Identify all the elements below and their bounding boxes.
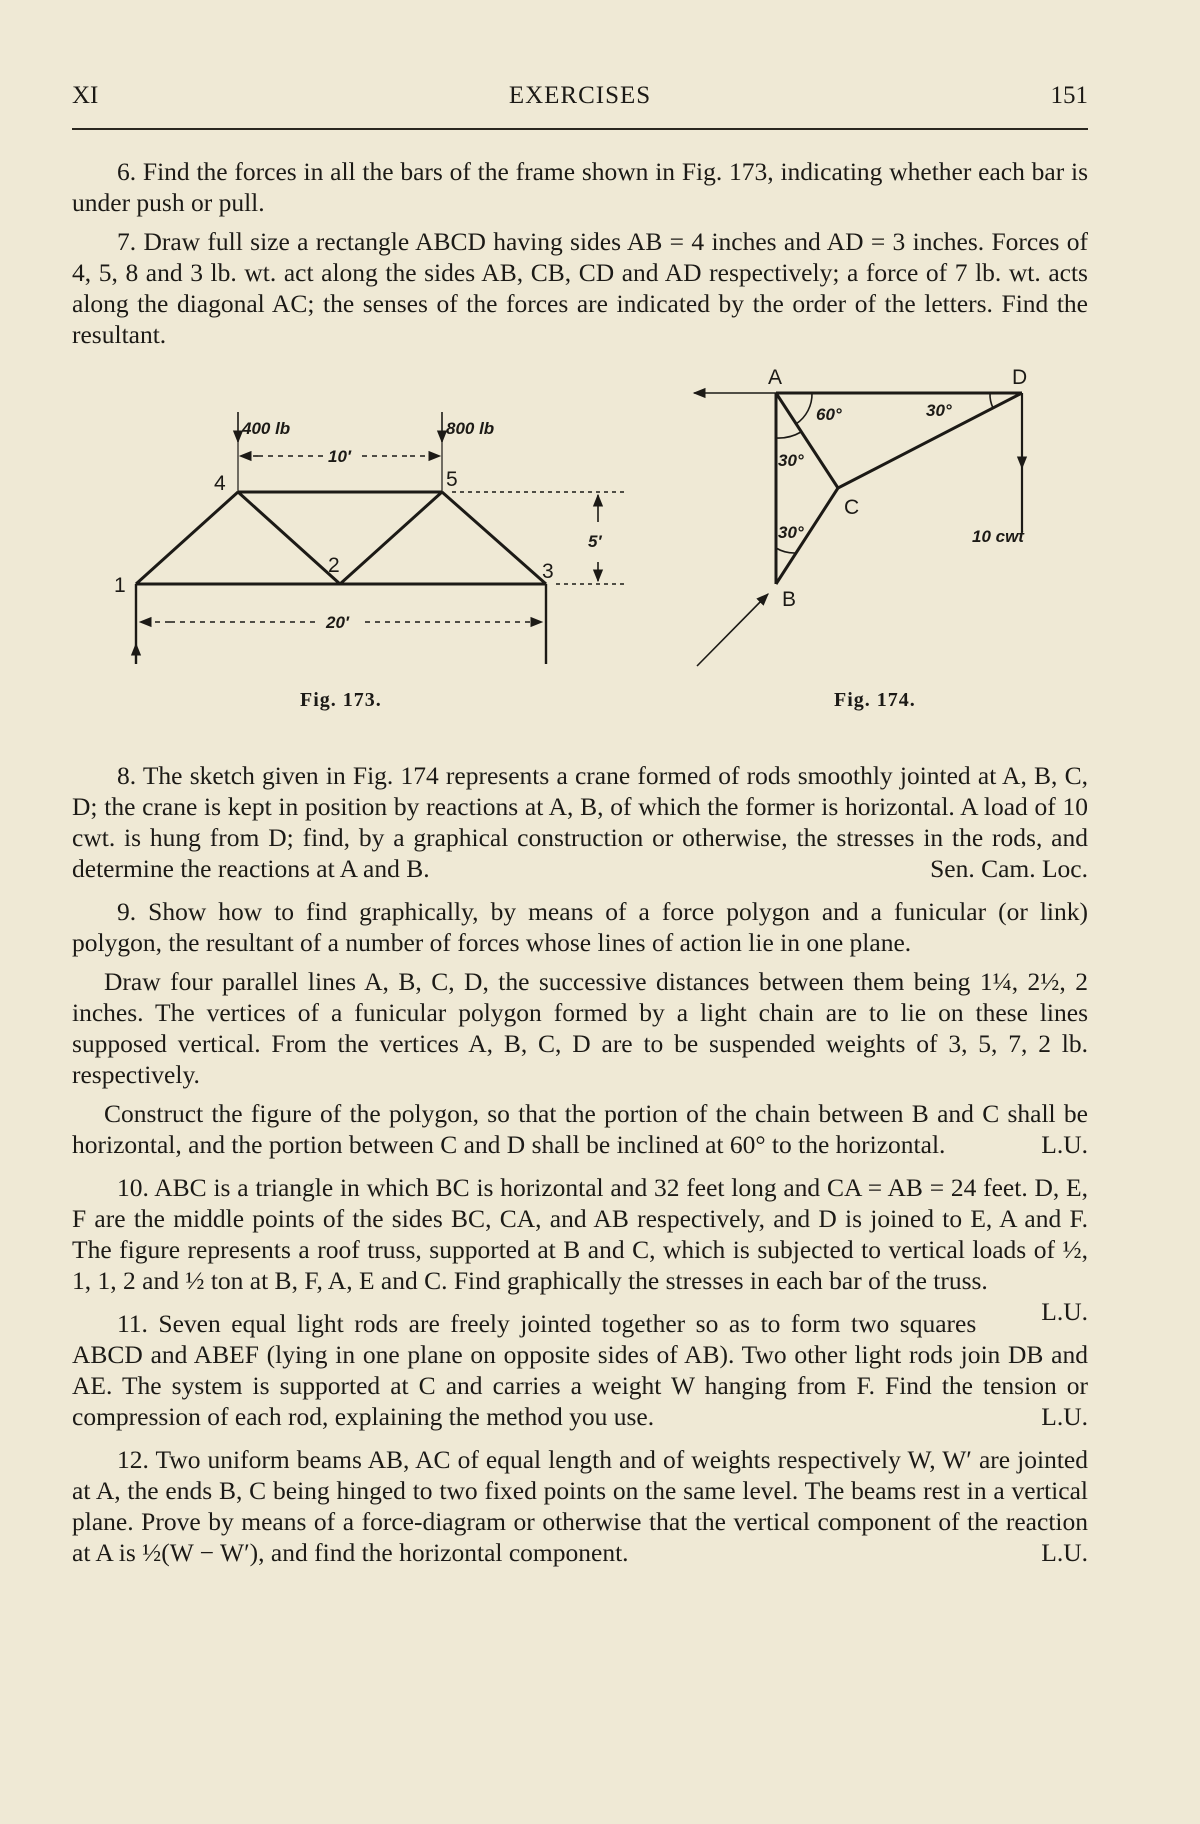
header-rule bbox=[72, 128, 1088, 130]
bar-5-3 bbox=[442, 492, 546, 584]
figures-row bbox=[72, 362, 1088, 754]
top-span-label: 10′ bbox=[328, 447, 351, 466]
exercise-8-source: Sen. Cam. Loc. bbox=[930, 854, 1088, 883]
angle-label-d: 30° bbox=[926, 401, 952, 420]
fig-174-caption: Fig. 174. bbox=[834, 689, 916, 711]
fig-173-truss bbox=[136, 492, 546, 584]
bar-2-5 bbox=[340, 492, 442, 584]
angle-label-lower: 30° bbox=[778, 523, 804, 542]
angle-arc-d bbox=[990, 393, 993, 408]
point-label-d: D bbox=[1012, 366, 1028, 389]
reaction-b-arrow bbox=[697, 594, 768, 666]
exercise-12: 12. Two uniform beams AB, AC of equal length and of weights respectively W, W′ are jointed at A, the ends B, C being hinged to two fixed points on the same level. The beams rest in a vertical plane. Prove by means of a force-diagram or otherwise that the vertical component of the reaction at A is ½(W − W′), and find the horizontal component. L.U. bbox=[72, 1445, 1088, 1567]
angle-label-a: 60° bbox=[816, 405, 842, 424]
angle-label-upper: 30° bbox=[778, 451, 804, 470]
exercise-12-source: L.U. bbox=[1041, 1538, 1088, 1567]
exercise-10: 10. ABC is a triangle in which BC is horizontal and 32 feet long and CA = AB = 24 feet. D, E, F are the middle points of the sides BC, CA, and AB respectively, and D is joined to E, A and F. The figure represents a roof truss, supported at B and C, which is subjected to vertical loads of ½, 1, 1, 2 and ½ ton at B, F, A, E and C. Find graphically the stresses in each bar of the truss. L.U. bbox=[72, 1173, 1088, 1326]
bar-4-2 bbox=[238, 492, 340, 584]
exercise-9-source: L.U. bbox=[1041, 1130, 1088, 1159]
load-label-right: 800 lb bbox=[446, 419, 495, 438]
angle-arc-a bbox=[796, 393, 812, 424]
node-label-5: 5 bbox=[446, 468, 458, 491]
exercise-9-part-b: Draw four parallel lines A, B, C, D, the successive distances between them being 1¼, 2½, 2 inches. The vertices of a funicular polygon formed by a light chain are to lie on these lines supposed vertical. From the vertices A, B, C, D are to be suspended weights of 3, 5, 7, 2 lb. respectively. bbox=[72, 967, 1088, 1089]
bottom-span-label: 20′ bbox=[326, 613, 349, 632]
fig-173-caption: Fig. 173. bbox=[300, 689, 382, 711]
exercise-6: 6. Find the forces in all the bars of the frame shown in Fig. 173, indicating whether each bar is under push or pull. bbox=[72, 157, 1088, 217]
chapter-number: XI bbox=[72, 82, 99, 109]
point-label-a: A bbox=[768, 366, 783, 389]
exercise-9: 9. Show how to find graphically, by means of a force polygon and a funicular (or link) polygon, the resultant of a number of forces whose lines of action lie in one plane. bbox=[72, 897, 1088, 957]
exercise-11-source: L.U. bbox=[1041, 1402, 1088, 1431]
exercise-11: 11. Seven equal light rods are freely jointed together so as to form two squares ABCD and ABEF (lying in one plane on opposite sides of AB). Two other light rods join DB and AE. The system is supported at C and carries a weight W hanging from F. Find the tension or compression of each rod, explaining the method you use. L.U. bbox=[72, 1309, 1088, 1431]
exercise-7: 7. Draw full size a rectangle ABCD having sides AB = 4 inches and AD = 3 inches. Forces of 4, 5, 8 and 3 lb. wt. act along the sides AB, CB, CD and AD respectively; a force of 7 lb. wt. acts along the diagonal AC; the senses of the forces are indicated by the order of the letters. Find the resultant. bbox=[72, 227, 1088, 349]
page-title: EXERCISES bbox=[508, 82, 652, 109]
page bbox=[72, 76, 1088, 1568]
angle-arc-upper bbox=[776, 432, 801, 438]
page-number: 151 bbox=[1050, 82, 1088, 109]
fig-174-crane bbox=[776, 393, 1022, 584]
node-label-2: 2 bbox=[328, 554, 340, 577]
point-label-b: B bbox=[782, 588, 797, 611]
load-label-left: 400 lb bbox=[242, 419, 291, 438]
angle-arc-lower bbox=[776, 548, 795, 553]
height-label: 5′ bbox=[588, 532, 602, 551]
node-label-1: 1 bbox=[114, 574, 126, 597]
node-label-3: 3 bbox=[542, 560, 554, 583]
fig-173-annotations bbox=[136, 412, 628, 664]
figures-svg bbox=[0, 362, 1200, 754]
node-label-4: 4 bbox=[214, 472, 226, 495]
load-label: 10 cwt bbox=[972, 527, 1024, 546]
bar-1-4 bbox=[136, 492, 238, 584]
exercise-8: 8. The sketch given in Fig. 174 represents a crane formed of rods smoothly jointed at A, B, C, D; the crane is kept in position by reactions at A, B, of which the former is horizontal. A load of 10 cwt. is hung from D; find, by a graphical construction or otherwise, the stresses in the rods, and determine the reactions at A and B. Sen. Cam. Loc. bbox=[72, 761, 1088, 883]
running-header bbox=[72, 76, 1088, 116]
point-label-c: C bbox=[844, 496, 860, 519]
exercise-9-part-c: Construct the figure of the polygon, so that the portion of the chain between B and C shall be horizontal, and the portion between C and D shall be inclined at 60° to the horizontal. L.U. bbox=[72, 1099, 1088, 1159]
exercise-10-source: L.U. bbox=[1041, 1297, 1088, 1326]
